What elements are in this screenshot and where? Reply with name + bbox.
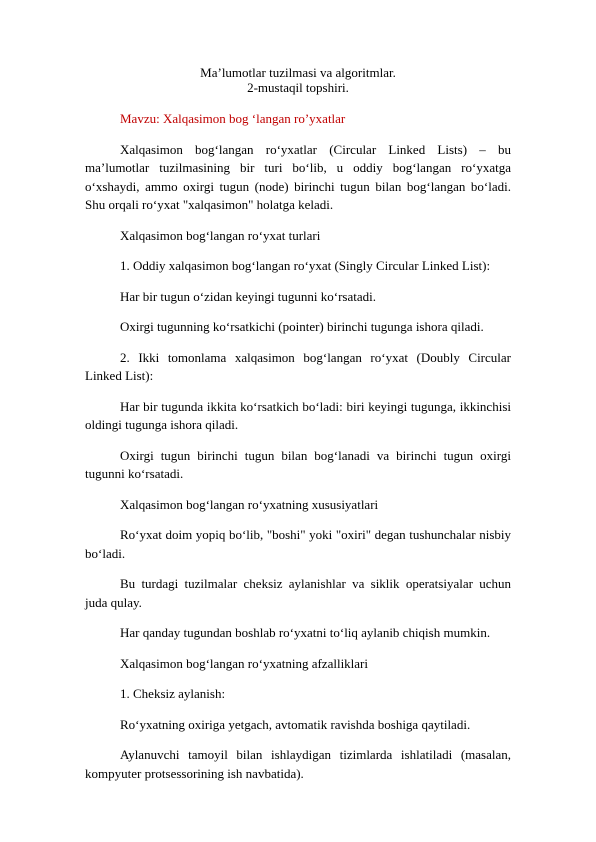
paragraph-singly-point-1: Har bir tugun o‘zidan keyingi tugunni ko‘rsatadi. bbox=[120, 288, 376, 304]
paragraph-property-3: Har qanday tugundan boshlab ro‘yxatni to‘liq aylanib chiqish mumkin. bbox=[120, 625, 491, 640]
section-heading-advantages: Xalqasimon bog‘langan ro‘yxatning afzalliklari bbox=[120, 655, 369, 671]
paragraph-advantage-1-title: 1. Cheksiz aylanish: bbox=[120, 686, 226, 701]
paragraph-doubly-title: 2. Ikki tomonlama xalqasimon bog‘langan ro‘yxat (Doubly Circular Linked List): bbox=[85, 349, 511, 383]
paragraph-advantage-1-point-1: Ro‘yxatning oxiriga yetgach, avtomatik ravishda boshiga qaytiladi. bbox=[120, 716, 471, 732]
paragraph-doubly-point-2: Oxirgi tugun birinchi tugun bilan bog‘lanadi va birinchi tugun oxirgi tugunni ko‘rsatadi. bbox=[85, 447, 511, 481]
paragraph-doubly-point-1: Har bir tugunda ikkita ko‘rsatkich bo‘ladi: biri keyingi tugunga, ikkinchisi oldingi tugunga ishora qiladi. bbox=[85, 398, 511, 432]
document-title: Ma’lumotlar tuzilmasi va algoritmlar. bbox=[200, 65, 396, 80]
paragraph-intro: Xalqasimon bog‘langan ro‘yxatlar (Circular Linked Lists) – bu ma’lumotlar tuzilmasining bir turi bo‘lib, u oddiy bog‘langan ro‘yxatga o‘xshaydi, ammo oxirgi tugun (node) birinchi tugun bilan bog‘langan bo‘ladi. Shu orqali ro‘yxat "xalqasimon" holatga keladi. bbox=[85, 141, 511, 212]
paragraph-singly-point-2: Oxirgi tugunning ko‘rsatkichi (pointer) birinchi tugunga ishora qiladi. bbox=[120, 319, 484, 334]
paragraph-singly-title: 1. Oddiy xalqasimon bog‘langan ro‘yxat (Singly Circular Linked List): bbox=[120, 258, 491, 273]
section-heading-types: Xalqasimon bog‘langan ro‘yxat turlari bbox=[120, 227, 321, 243]
document-subtitle: 2-mustaqil topshiri. bbox=[247, 80, 349, 95]
topic-heading: Mavzu: Xalqasimon bog ‘langan ro’yxatlar bbox=[120, 111, 346, 126]
paragraph-property-2: Bu turdagi tuzilmalar cheksiz aylanishlar va siklik operatsiyalar uchun juda qulay. bbox=[85, 576, 511, 610]
section-heading-properties: Xalqasimon bog‘langan ro‘yxatning xususiyatlari bbox=[120, 496, 379, 512]
document-body bbox=[85, 110, 511, 783]
paragraph-advantage-1-point-2: Aylanuvchi tamoyil bilan ishlaydigan tizimlarda ishlatiladi (masalan, kompyuter protsessorining ish navbatida). bbox=[85, 747, 511, 781]
paragraph-property-1: Ro‘yxat doim yopiq bo‘lib, "boshi" yoki "oxiri" degan tushunchalar nisbiy bo‘ladi. bbox=[85, 527, 511, 561]
